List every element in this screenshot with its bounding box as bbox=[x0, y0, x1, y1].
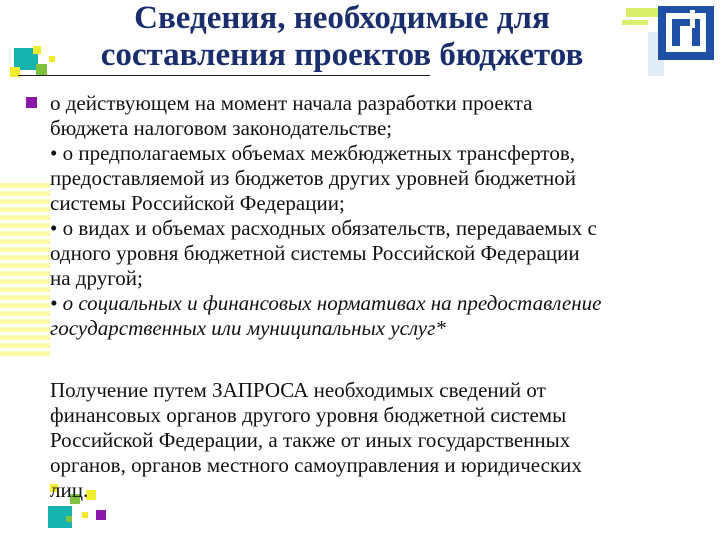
paragraph-line: финансовых органов другого уровня бюджетной системы bbox=[50, 403, 567, 427]
slide-body bbox=[50, 91, 710, 503]
bullet-line: о действующем на момент начала разработки проекта bbox=[50, 91, 533, 115]
bullet-line: • о предполагаемых объемах межбюджетных трансфертов, bbox=[50, 141, 575, 165]
bullet-line: бюджета налоговом законодательстве; bbox=[50, 116, 393, 140]
paragraph-line: органов, органов местного самоуправления и юридических bbox=[50, 453, 582, 477]
bullet-line: предоставляемой из бюджетов других уровней бюджетной bbox=[50, 166, 577, 190]
page-title bbox=[72, 0, 612, 74]
paragraph-line: лиц. bbox=[50, 478, 89, 502]
paragraph-line: Получение путем ЗАПРОСА необходимых сведений от bbox=[50, 378, 546, 402]
request-paragraph bbox=[50, 378, 710, 503]
paragraph-line: Российской Федерации, а также от иных государственных bbox=[50, 428, 571, 452]
bullet-line: системы Российской Федерации; bbox=[50, 191, 345, 215]
decorative-stripes bbox=[0, 183, 50, 358]
bullet-item bbox=[50, 216, 710, 291]
bullet-square-icon bbox=[26, 97, 37, 108]
bullet-line: на другой; bbox=[50, 266, 143, 290]
bullet-line: • о видах и объемах расходных обязательств, передаваемых с bbox=[50, 216, 597, 240]
corner-logo-icon bbox=[622, 2, 718, 78]
title-divider bbox=[18, 75, 430, 76]
bullet-item-italic bbox=[50, 291, 710, 341]
bullet-item bbox=[50, 141, 710, 216]
title-line-1: Сведения, необходимые для bbox=[134, 0, 550, 36]
bullet-item bbox=[50, 91, 710, 141]
bullet-line: одного уровня бюджетной системы Российской Федерации bbox=[50, 241, 580, 265]
bullet-line: государственных или муниципальных услуг* bbox=[50, 316, 446, 340]
bullet-line: • о социальных и финансовых нормативах на предоставление bbox=[50, 291, 602, 315]
title-line-2: составления проектов бюджетов bbox=[100, 37, 584, 73]
